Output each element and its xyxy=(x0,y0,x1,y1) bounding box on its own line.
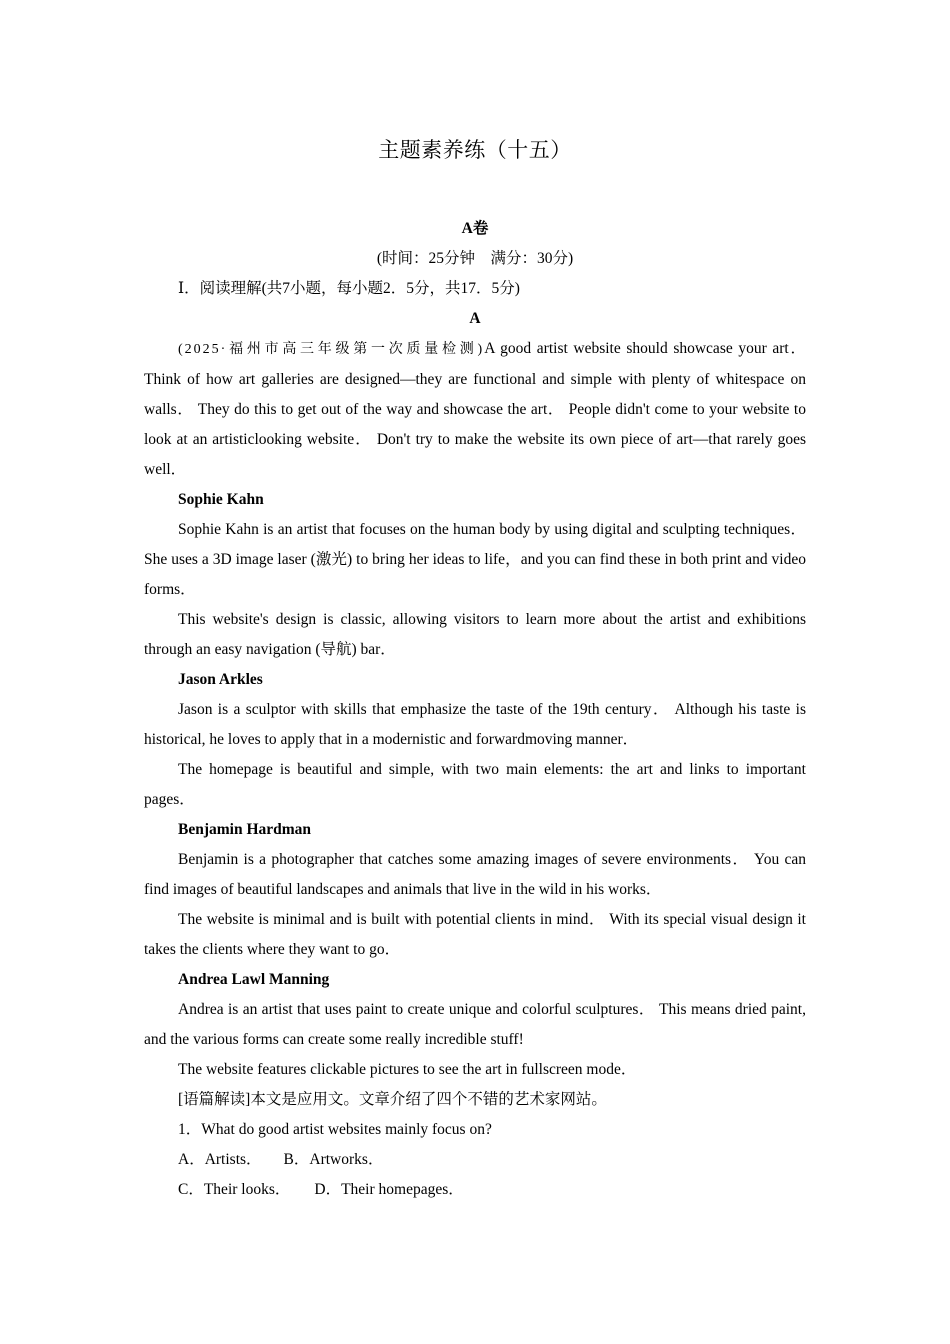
option-c-letter[interactable]: C． xyxy=(178,1181,204,1198)
analysis-line xyxy=(144,1085,806,1115)
analysis-label: [语篇解读] xyxy=(178,1091,251,1108)
options-row-1 xyxy=(144,1145,806,1175)
option-d-letter[interactable]: D． xyxy=(314,1181,342,1198)
artist-name-andrea: Andrea Lawl Manning xyxy=(178,971,330,988)
option-b-letter[interactable]: B． xyxy=(283,1151,310,1168)
artist-paragraph: The homepage is beautiful and simple, with two main elements: the art and links to important pages． xyxy=(144,761,806,808)
artist-name-sophie: Sophie Kahn xyxy=(178,491,264,508)
passage-letter: A xyxy=(469,310,481,327)
artist-paragraph: Sophie Kahn is an artist that focuses on the human body by using digital and sculpting techniques． She uses a 3D image laser (激光) to bring her ideas to life，and you can find these in both print and video forms． xyxy=(144,521,806,598)
option-a-text[interactable]: Artists． xyxy=(204,1151,262,1168)
artist-name-jason: Jason Arkles xyxy=(178,671,263,688)
analysis-text: 本文是应用文。文章介绍了四个不错的艺术家网站。 xyxy=(250,1091,607,1108)
option-a-letter[interactable]: A． xyxy=(178,1151,205,1168)
artist-paragraph: The website features clickable pictures to see the art in fullscreen mode． xyxy=(178,1061,637,1078)
question-stem xyxy=(144,1115,806,1145)
document-body xyxy=(144,214,806,1205)
question-text: What do good artist websites mainly focus on? xyxy=(201,1121,492,1138)
options-row-2 xyxy=(144,1175,806,1205)
section-heading xyxy=(144,274,806,304)
artist-paragraph: The website is minimal and is built with potential clients in mind． With its special visual design it takes the clients where they want to go． xyxy=(144,911,806,958)
intro-paragraph xyxy=(144,334,806,485)
option-c-text[interactable]: Their looks． xyxy=(203,1181,291,1198)
section-label: Ⅰ．阅读理解 xyxy=(178,280,262,297)
section-info: (共7小题，每小题2．5分，共17．5分) xyxy=(261,280,520,297)
artist-name-benjamin: Benjamin Hardman xyxy=(178,821,312,838)
artist-paragraph: Benjamin is a photographer that catches some amazing images of severe environments． You can find images of beautiful landscapes and animals that live in the wild in his works． xyxy=(144,851,806,898)
artist-paragraph: This website's design is classic, allowing visitors to learn more about the artist and exhibitions through an easy navigation (导航) bar． xyxy=(144,611,806,658)
artist-paragraph: Jason is a sculptor with skills that emphasize the taste of the 19th century． Although his taste is historical, he loves to apply that in a modernistic and forwardmoving manner． xyxy=(144,701,806,748)
artist-paragraph: Andrea is an artist that uses paint to create unique and colorful sculptures． This means dried paint, and the various forms can create some really incredible stuff! xyxy=(144,1001,806,1048)
volume-heading: A卷 xyxy=(461,220,489,237)
option-d-text[interactable]: Their homepages． xyxy=(341,1181,464,1198)
question-number: 1． xyxy=(178,1121,202,1138)
source-citation: (2025·福州市高三年级第一次质量检测) xyxy=(178,342,485,357)
page-title: 主题素养练（十五） xyxy=(378,138,572,162)
option-b-text[interactable]: Artworks． xyxy=(309,1151,384,1168)
time-info: (时间：25分钟 满分：30分) xyxy=(376,250,574,267)
intro-text: A good artist website should showcase your art． Think of how art galleries are designed—they are functional and simple with plenty of whitespace on walls． They do this to get out of the way and showcase the art． People didn't come to your website to look at an artisticlooking website． Don't try to make the website its own piece of art—that rarely goes well． xyxy=(144,340,806,478)
